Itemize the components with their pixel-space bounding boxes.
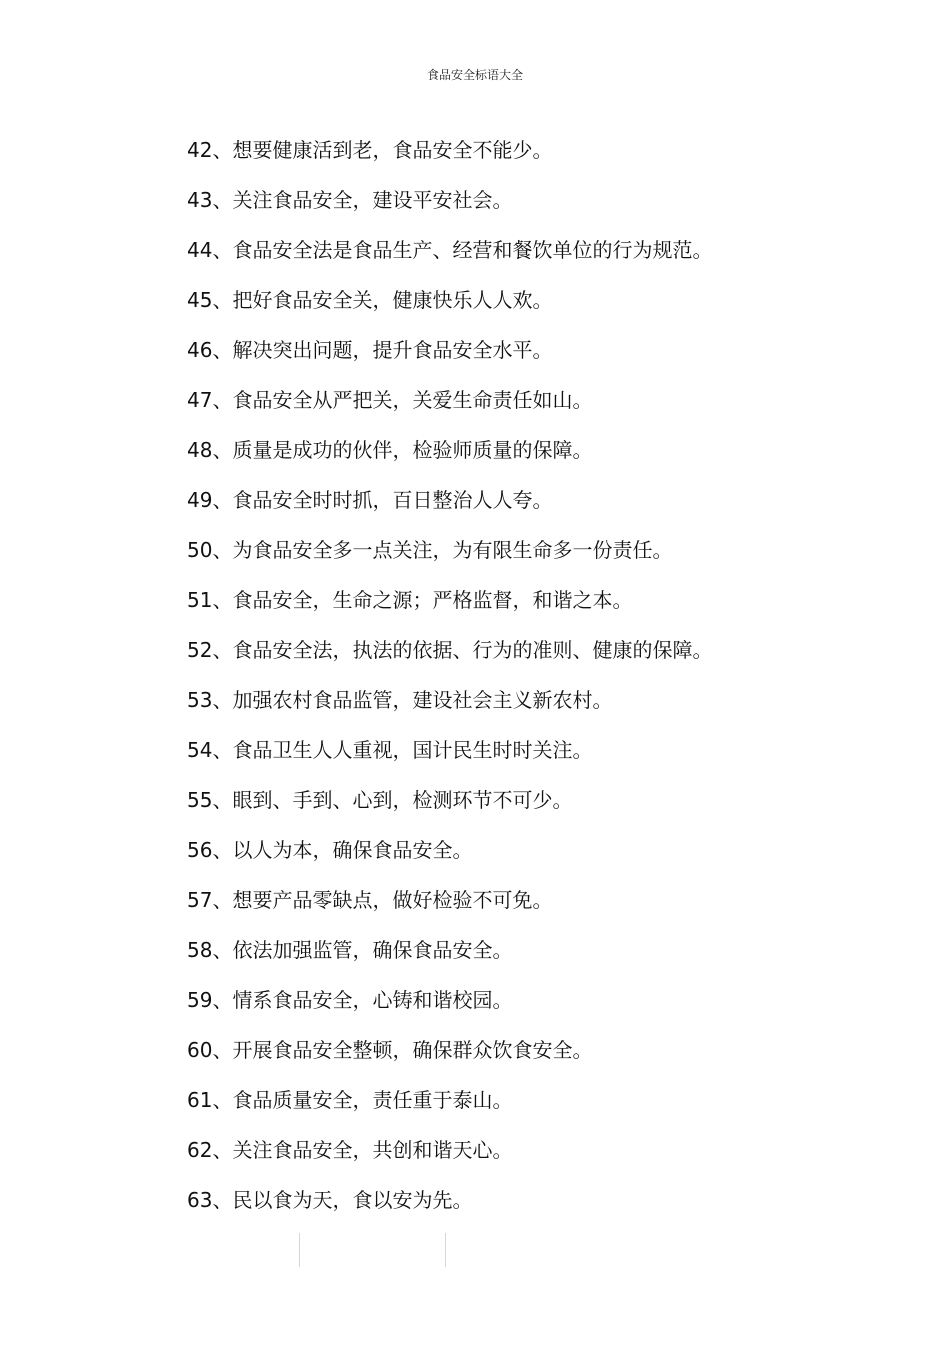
list-item [187, 925, 787, 975]
item-number: 56 [187, 838, 213, 862]
item-separator: 、 [212, 388, 233, 412]
item-number: 55 [187, 788, 213, 812]
list-item [187, 675, 787, 725]
item-text: 关注食品安全，建设平安社会。 [232, 188, 513, 212]
item-separator: 、 [212, 1188, 233, 1212]
item-number: 58 [187, 938, 213, 962]
list-item [187, 875, 787, 925]
item-separator: 、 [212, 488, 233, 512]
item-text: 为食品安全多一点关注，为有限生命多一份责任。 [232, 538, 673, 562]
list-item [187, 225, 787, 275]
item-separator: 、 [212, 988, 233, 1012]
item-number: 62 [187, 1138, 213, 1162]
item-text: 加强农村食品监管，建设社会主义新农村。 [232, 688, 613, 712]
item-number: 52 [187, 638, 213, 662]
item-text: 食品安全法，执法的依据、行为的准则、健康的保障。 [232, 638, 713, 662]
slogan-list [187, 125, 787, 1225]
list-item [187, 825, 787, 875]
item-separator: 、 [212, 588, 233, 612]
item-number: 54 [187, 738, 213, 762]
item-separator: 、 [212, 1038, 233, 1062]
item-separator: 、 [212, 188, 233, 212]
list-item [187, 975, 787, 1025]
item-separator: 、 [212, 938, 233, 962]
item-separator: 、 [212, 888, 233, 912]
item-number: 60 [187, 1038, 213, 1062]
footer-divider-right [445, 1233, 446, 1267]
item-text: 食品卫生人人重视，国计民生时时关注。 [232, 738, 593, 762]
item-text: 开展食品安全整顿，确保群众饮食安全。 [232, 1038, 593, 1062]
item-number: 63 [187, 1188, 213, 1212]
item-text: 食品质量安全，责任重于泰山。 [232, 1088, 513, 1112]
list-item [187, 1025, 787, 1075]
list-item [187, 1125, 787, 1175]
footer-divider-left [299, 1233, 300, 1267]
item-text: 食品安全时时抓，百日整治人人夸。 [232, 488, 553, 512]
item-separator: 、 [212, 688, 233, 712]
item-number: 61 [187, 1088, 213, 1112]
item-text: 眼到、手到、心到，检测环节不可少。 [232, 788, 573, 812]
item-number: 47 [187, 388, 213, 412]
list-item [187, 375, 787, 425]
item-text: 食品安全，生命之源；严格监督，和谐之本。 [232, 588, 633, 612]
list-item [187, 175, 787, 225]
item-text: 质量是成功的伙伴，检验师质量的保障。 [232, 438, 593, 462]
item-number: 57 [187, 888, 213, 912]
list-item [187, 275, 787, 325]
item-separator: 、 [212, 238, 233, 262]
item-number: 59 [187, 988, 213, 1012]
item-separator: 、 [212, 638, 233, 662]
list-item [187, 1175, 787, 1225]
item-separator: 、 [212, 288, 233, 312]
item-text: 把好食品安全关，健康快乐人人欢。 [232, 288, 553, 312]
item-text: 想要健康活到老，食品安全不能少。 [232, 138, 553, 162]
item-number: 43 [187, 188, 213, 212]
item-number: 46 [187, 338, 213, 362]
item-text: 食品安全从严把关，关爱生命责任如山。 [232, 388, 593, 412]
page-title: 食品安全标语大全 [426, 68, 523, 82]
item-separator: 、 [212, 788, 233, 812]
item-separator: 、 [212, 1088, 233, 1112]
item-separator: 、 [212, 138, 233, 162]
list-item [187, 625, 787, 675]
item-text: 食品安全法是食品生产、经营和餐饮单位的行为规范。 [232, 238, 713, 262]
item-number: 45 [187, 288, 213, 312]
item-number: 50 [187, 538, 213, 562]
list-item [187, 525, 787, 575]
list-item [187, 575, 787, 625]
list-item [187, 775, 787, 825]
item-separator: 、 [212, 1138, 233, 1162]
list-item [187, 725, 787, 775]
item-separator: 、 [212, 538, 233, 562]
item-text: 民以食为天，食以安为先。 [232, 1188, 473, 1212]
item-number: 44 [187, 238, 213, 262]
item-separator: 、 [212, 838, 233, 862]
item-separator: 、 [212, 438, 233, 462]
list-item [187, 325, 787, 375]
item-number: 53 [187, 688, 213, 712]
item-number: 51 [187, 588, 213, 612]
list-item [187, 475, 787, 525]
item-separator: 、 [212, 338, 233, 362]
list-item [187, 1075, 787, 1125]
list-item [187, 425, 787, 475]
item-separator: 、 [212, 738, 233, 762]
item-number: 42 [187, 138, 213, 162]
item-text: 解决突出问题，提升食品安全水平。 [232, 338, 553, 362]
item-text: 关注食品安全，共创和谐天心。 [232, 1138, 513, 1162]
item-number: 48 [187, 438, 213, 462]
item-text: 想要产品零缺点，做好检验不可免。 [232, 888, 553, 912]
item-text: 以人为本，确保食品安全。 [232, 838, 473, 862]
list-item [187, 125, 787, 175]
item-text: 情系食品安全，心铸和谐校园。 [232, 988, 513, 1012]
item-number: 49 [187, 488, 213, 512]
item-text: 依法加强监管，确保食品安全。 [232, 938, 513, 962]
